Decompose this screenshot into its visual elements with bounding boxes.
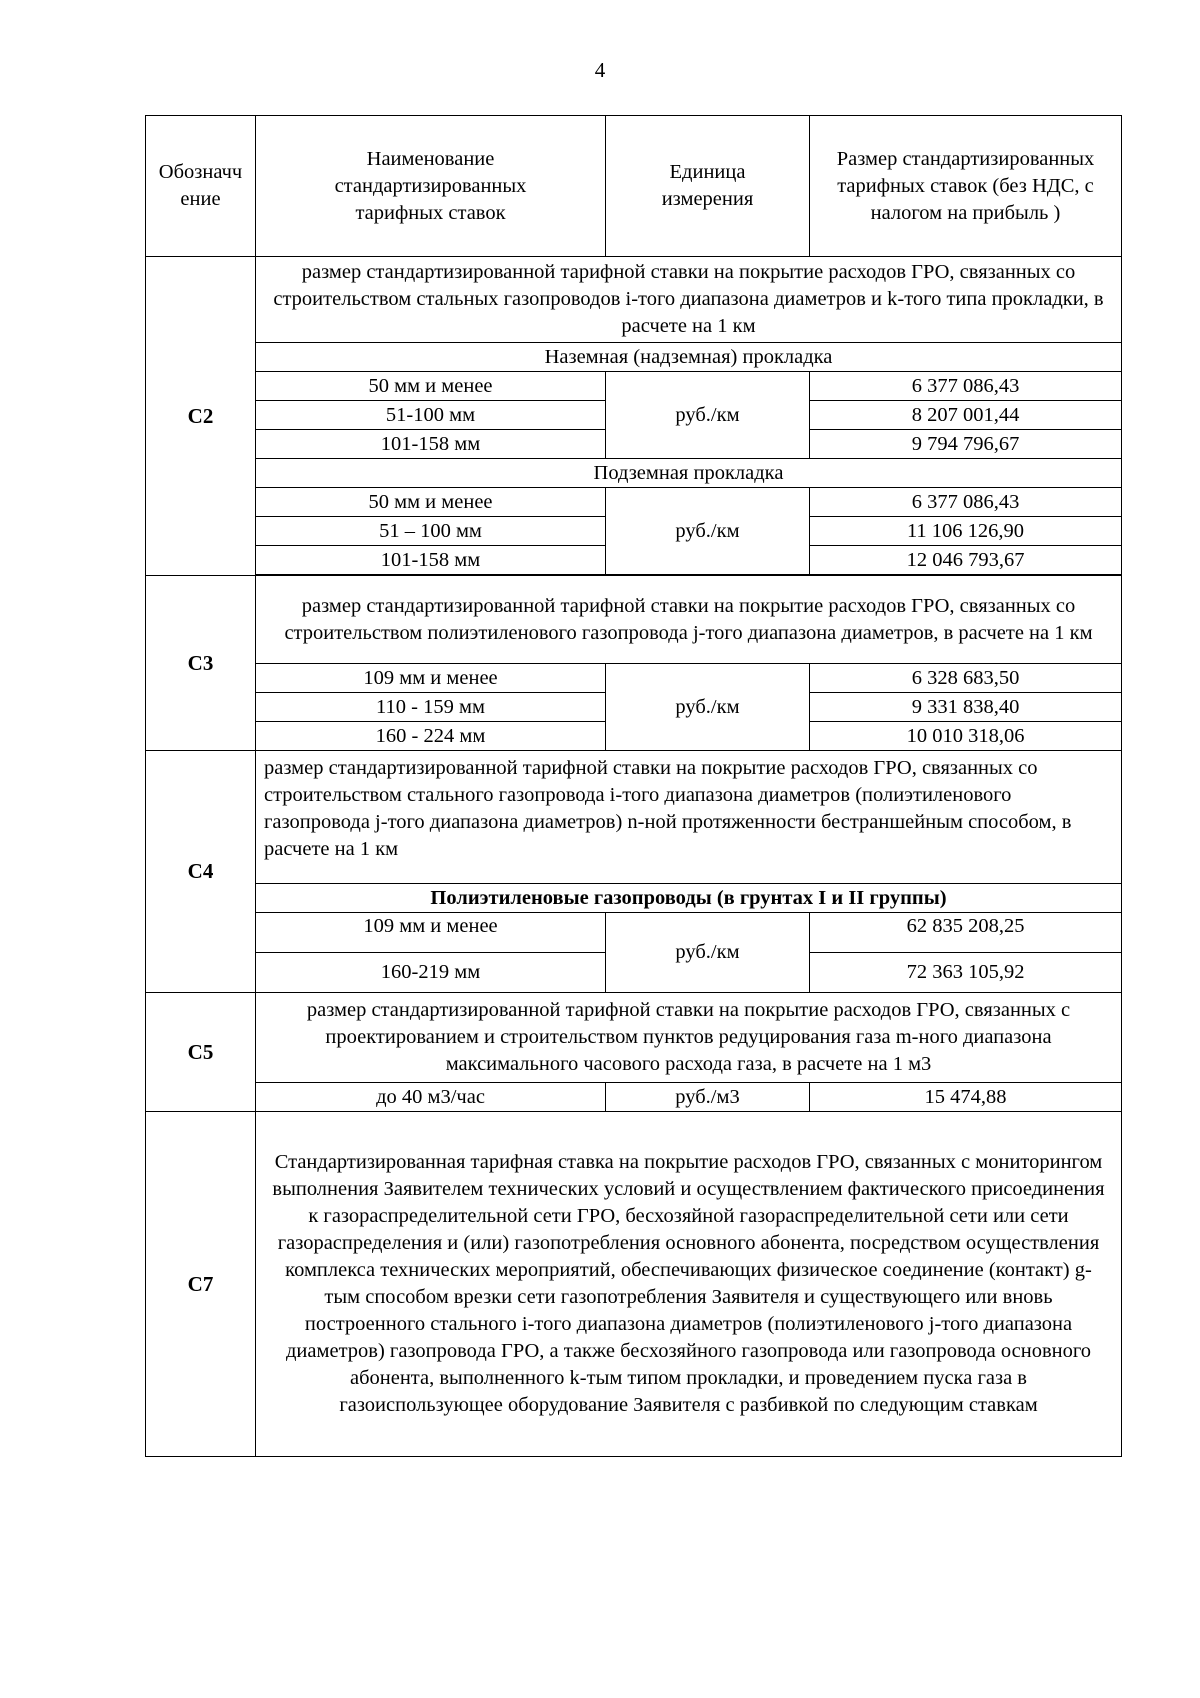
c2-row2-value: 8 207 001,44 [810,401,1122,430]
table-row [146,913,1122,953]
c2-section2-row [146,459,1122,488]
tariff-table [145,115,1122,1457]
c2-description: размер стандартизированной тарифной ставки на покрытие расходов ГРО, связанных со строительством стальных газопроводов i-того диапазона диаметров и k-того типа прокладки, в расчете на 1 км [256,257,1122,343]
c2-row1-name: 50 мм и менее [256,372,606,401]
c3-row1-name: 109 мм и менее [256,664,606,693]
table-row [146,1083,1122,1112]
c7-description: Стандартизированная тарифная ставка на покрытие расходов ГРО, связанных с мониторингом выполнения Заявителем технических условий и осуществлением фактического присоединения к газораспределительной сети ГРО, бесхозяйной газораспределительной сети или сети газораспределения и (или) газопотребления основного абонента, посредством осуществления комплекса технических мероприятий, обеспечивающих физическое соединение (контакт) g-тым способом врезки сети газопотребления Заявителя и существующего или вновь построенного стального i-того диапазона диаметров (полиэтиленового j-того диапазона диаметров) газопровода ГРО, а также бесхозяйного газопровода или газопровода основного абонента, выполненного k-тым типом прокладки, и проведением пуска газа в газоиспользующее оборудование Заявителя с разбивкой по следующим ставкам [256,1112,1122,1457]
c2-section1: Наземная (надземная) прокладка [256,343,1122,372]
c5-description: размер стандартизированной тарифной ставки на покрытие расходов ГРО, связанных с проектированием и строительством пунктов редуцирования газа m-ного диапазона максимального часового расхода газа, в расчете на 1 м3 [256,993,1122,1083]
c7-code: С7 [146,1112,256,1457]
c7-desc-row [146,1112,1122,1457]
c4-description: размер стандартизированной тарифной ставки на покрытие расходов ГРО, связанных со строительством стального газопровода i-того диапазона диаметров (полиэтиленового газопровода j-того диапазона диаметров) n-ной протяженности бестраншейным способом, в расчете на 1 км [256,751,1122,884]
table-row [146,488,1122,517]
c2-row4-name: 50 мм и менее [256,488,606,517]
table-header-row [146,116,1122,257]
c3-unit: руб./км [606,664,810,751]
c5-row-value: 15 474,88 [810,1083,1122,1112]
c4-desc-row [146,751,1122,884]
table-row [146,372,1122,401]
c4-row1-name: 109 мм и менее [256,913,606,953]
c4-section: Полиэтиленовые газопроводы (в грунтах I и II группы) [256,884,1122,913]
c2-row5-value: 11 106 126,90 [810,517,1122,546]
header-code-line2: ение [180,188,221,210]
c4-row1-value: 62 835 208,25 [810,913,1122,953]
c3-row2-value: 9 331 838,40 [810,693,1122,722]
c2-row5-name: 51 – 100 мм [256,517,606,546]
c3-code: С3 [146,576,256,751]
c4-section-row [146,884,1122,913]
c3-row1-value: 6 328 683,50 [810,664,1122,693]
header-code-line1: Обозначч [158,161,243,183]
page-number: 4 [594,58,606,82]
c2-row6-name: 101-158 мм [256,546,606,575]
c5-row-name: до 40 м3/час [256,1083,606,1112]
table-row [146,664,1122,693]
c2-code: С2 [146,257,256,576]
c2-row2-name: 51-100 мм [256,401,606,430]
c3-row3-value: 10 010 318,06 [810,722,1122,751]
c2-row6-value: 12 046 793,67 [810,546,1122,575]
c2-unit1: руб./км [606,372,810,459]
c2-unit2: руб./км [606,488,810,575]
c5-row-unit: руб./м3 [606,1083,810,1112]
header-size: Размер стандартизированных тарифных ставок (без НДС, с налогом на прибыль ) [810,116,1122,257]
header-name: Наименование стандартизированных тарифных ставок [256,116,606,257]
c4-code: С4 [146,751,256,993]
c3-row2-name: 110 - 159 мм [256,693,606,722]
c3-row3-name: 160 - 224 мм [256,722,606,751]
c4-row2-value: 72 363 105,92 [810,953,1122,993]
c4-row2-name: 160-219 мм [256,953,606,993]
c2-section2: Подземная прокладка [256,459,1122,488]
c4-unit: руб./км [606,913,810,993]
header-unit: Единица измерения [606,116,810,257]
c2-row3-name: 101-158 мм [256,430,606,459]
header-code [146,116,256,257]
c2-desc-row [146,257,1122,343]
c2-row4-value: 6 377 086,43 [810,488,1122,517]
c5-desc-row [146,993,1122,1083]
c2-row1-value: 6 377 086,43 [810,372,1122,401]
c3-desc-row [146,576,1122,664]
c5-code: С5 [146,993,256,1112]
c3-description: размер стандартизированной тарифной ставки на покрытие расходов ГРО, связанных со строительством полиэтиленового газопровода j-того диапазона диаметров, в расчете на 1 км [256,576,1122,664]
c2-section1-row [146,343,1122,372]
c2-row3-value: 9 794 796,67 [810,430,1122,459]
